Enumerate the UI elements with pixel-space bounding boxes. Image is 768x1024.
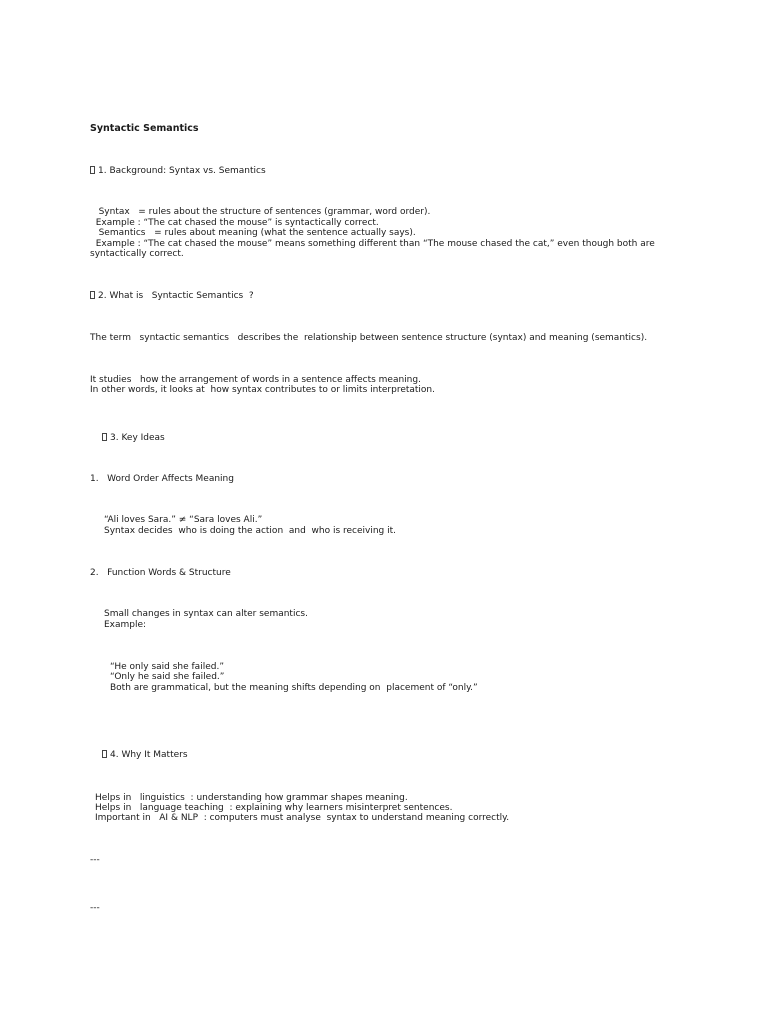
missing-glyph-icon — [102, 750, 107, 758]
example-sentence-1: “He only said she failed.” — [110, 662, 224, 672]
missing-glyph-icon — [90, 166, 95, 174]
key-idea-1-line-2: Syntax decides who is doing the action and who is receiving it. — [104, 526, 397, 536]
missing-glyph-icon — [90, 291, 95, 299]
document-title: Syntactic Semantics — [90, 123, 199, 134]
key-idea-1-title: 1. Word Order Affects Meaning — [90, 474, 234, 484]
example-sentence-2: “Only he said she failed.” — [110, 672, 225, 682]
semantics-definition: Semantics = rules about meaning (what the sentence actually says). — [90, 228, 416, 238]
semantics-example: Example : “The cat chased the mouse” means something different than “The mouse chased the cat,” even though both are — [90, 239, 655, 249]
section-4-heading — [102, 750, 188, 761]
why-it-matters-ai-nlp: Important in AI & NLP : computers must analyse syntax to understand meaning correctly. — [95, 813, 510, 823]
separator-1: --- — [90, 855, 100, 865]
key-idea-2-line-1: Small changes in syntax can alter semantics. — [104, 609, 308, 619]
section-3-heading-text: 3. Key Ideas — [110, 433, 165, 443]
key-idea-2-line-2: Example: — [104, 620, 147, 630]
section-1-heading — [90, 166, 266, 177]
separator-2: --- — [90, 903, 100, 913]
missing-glyph-icon — [102, 433, 107, 441]
syntax-example: Example : “The cat chased the mouse” is syntactically correct. — [90, 218, 379, 228]
section-2-paragraph-1: The term syntactic semantics describes the relationship between sentence structure (syntax) and meaning (semantics). — [90, 333, 648, 343]
section-2-heading-text: 2. What is Syntactic Semantics ? — [98, 291, 254, 301]
syntax-definition: Syntax = rules about the structure of sentences (grammar, word order). — [90, 207, 431, 217]
why-it-matters-linguistics: Helps in linguistics : understanding how grammar shapes meaning. — [95, 793, 408, 803]
section-4-heading-text: 4. Why It Matters — [110, 750, 188, 760]
section-2-paragraph-2-line-2: In other words, it looks at how syntax contributes to or limits interpretation. — [90, 385, 436, 395]
semantics-example-continued: syntactically correct. — [90, 249, 184, 259]
example-explanation: Both are grammatical, but the meaning shifts depending on placement of “only.” — [110, 683, 478, 693]
why-it-matters-language-teaching: Helps in language teaching : explaining why learners misinterpret sentences. — [95, 803, 453, 813]
section-2-heading — [90, 291, 254, 302]
section-3-heading — [102, 433, 165, 444]
key-idea-1-line-1: “Ali loves Sara.” ≠ “Sara loves Ali.” — [104, 515, 263, 525]
key-idea-2-title: 2. Function Words & Structure — [90, 568, 231, 578]
section-2-paragraph-2-line-1: It studies how the arrangement of words in a sentence affects meaning. — [90, 375, 421, 385]
section-1-heading-text: 1. Background: Syntax vs. Semantics — [98, 166, 266, 176]
